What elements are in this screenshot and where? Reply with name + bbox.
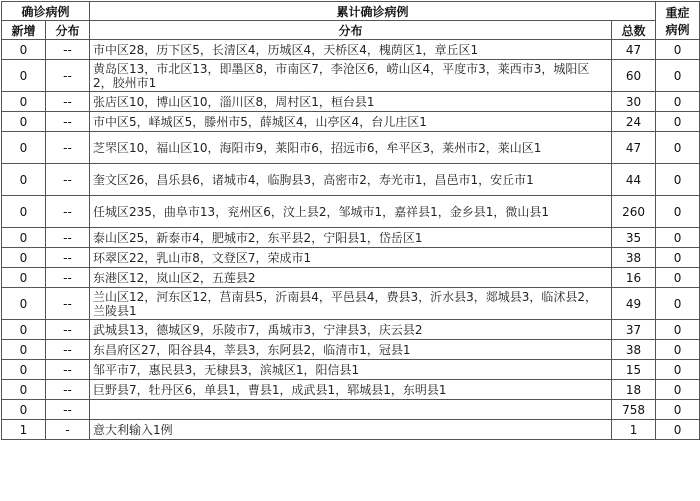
cell-distribution: 武城县13，德城区9，乐陵市7，禹城市3，宁津县3，庆云县2 <box>90 320 612 340</box>
cell-new: 0 <box>2 112 46 132</box>
table-row <box>2 340 700 360</box>
cell-distribution: 张店区10，博山区10，淄川区8，周村区1，桓台县1 <box>90 92 612 112</box>
cell-distribution-small: -- <box>46 320 90 340</box>
cell-distribution-small: -- <box>46 112 90 132</box>
table-row <box>2 320 700 340</box>
cell-total: 37 <box>612 320 656 340</box>
table-row <box>2 132 700 164</box>
cell-distribution-small: -- <box>46 132 90 164</box>
cell-severe: 0 <box>656 60 700 92</box>
cell-new: 0 <box>2 360 46 380</box>
cell-severe: 0 <box>656 228 700 248</box>
cell-distribution: 奎文区26，昌乐县6，诸城市4，临朐县3，高密市2，寿光市1，昌邑市1，安丘市1 <box>90 164 612 196</box>
cell-distribution-small: -- <box>46 60 90 92</box>
cell-total: 35 <box>612 228 656 248</box>
cell-distribution-small: -- <box>46 380 90 400</box>
cell-severe: 0 <box>656 360 700 380</box>
cell-total: 47 <box>612 40 656 60</box>
cell-new: 0 <box>2 268 46 288</box>
cell-new: 0 <box>2 132 46 164</box>
table-body <box>2 40 700 440</box>
cell-total: 24 <box>612 112 656 132</box>
cell-distribution-small: -- <box>46 248 90 268</box>
cell-severe: 0 <box>656 196 700 228</box>
cell-distribution: 东港区12，岚山区2，五莲县2 <box>90 268 612 288</box>
table-row <box>2 360 700 380</box>
cell-distribution-small: -- <box>46 400 90 420</box>
cell-total: 16 <box>612 268 656 288</box>
cell-distribution-small: -- <box>46 228 90 248</box>
table-row <box>2 380 700 400</box>
table-row <box>2 92 700 112</box>
cell-new: 0 <box>2 40 46 60</box>
cell-severe: 0 <box>656 320 700 340</box>
header-confirmed-group: 确诊病例 <box>2 2 90 21</box>
header-distribution-small: 分布 <box>46 21 90 40</box>
cell-distribution-small: -- <box>46 164 90 196</box>
header-severe-line2: 病例 <box>665 22 690 37</box>
cell-severe: 0 <box>656 40 700 60</box>
cell-total: 44 <box>612 164 656 196</box>
cell-distribution: 市中区28，历下区5，长清区4，历城区4，天桥区4，槐荫区1，章丘区1 <box>90 40 612 60</box>
cell-distribution: 黄岛区13，市北区13，即墨区8，市南区7，李沧区6，崂山区4，平度市3，莱西市3，城阳区2，胶州市1 <box>90 60 612 92</box>
cell-distribution-small: -- <box>46 196 90 228</box>
cell-distribution <box>90 400 612 420</box>
cell-distribution-small: -- <box>46 360 90 380</box>
table-row <box>2 196 700 228</box>
header-total: 总数 <box>612 21 656 40</box>
cell-distribution: 邹平市7，惠民县3，无棣县3，滨城区1，阳信县1 <box>90 360 612 380</box>
cell-severe: 0 <box>656 248 700 268</box>
table-row <box>2 268 700 288</box>
cell-distribution: 市中区5，峄城区5，滕州市5，薛城区4，山亭区4，台儿庄区1 <box>90 112 612 132</box>
table-row <box>2 60 700 92</box>
cell-total: 47 <box>612 132 656 164</box>
cell-severe: 0 <box>656 268 700 288</box>
cell-total: 60 <box>612 60 656 92</box>
cell-severe: 0 <box>656 288 700 320</box>
table-row <box>2 400 700 420</box>
cell-new: 0 <box>2 288 46 320</box>
cell-severe: 0 <box>656 420 700 440</box>
header-severe-line1: 重症 <box>665 5 690 20</box>
cell-total: 1 <box>612 420 656 440</box>
table-row <box>2 420 700 440</box>
cell-total: 18 <box>612 380 656 400</box>
cell-severe: 0 <box>656 112 700 132</box>
cell-new: 0 <box>2 340 46 360</box>
cell-new: 0 <box>2 320 46 340</box>
cell-distribution-small: - <box>46 420 90 440</box>
cell-severe: 0 <box>656 400 700 420</box>
cell-new: 0 <box>2 248 46 268</box>
cell-total: 38 <box>612 340 656 360</box>
cell-severe: 0 <box>656 92 700 112</box>
cell-distribution-small: -- <box>46 288 90 320</box>
table-row <box>2 248 700 268</box>
cell-severe: 0 <box>656 380 700 400</box>
cell-new: 0 <box>2 400 46 420</box>
cell-distribution: 泰山区25，新泰市4，肥城市2，东平县2，宁阳县1，岱岳区1 <box>90 228 612 248</box>
cell-distribution: 任城区235，曲阜市13，兖州区6，汶上县2，邹城市1，嘉祥县1，金乡县1，微山县1 <box>90 196 612 228</box>
cell-distribution: 意大利输入1例 <box>90 420 612 440</box>
cell-distribution-small: -- <box>46 340 90 360</box>
cell-distribution: 巨野县7，牡丹区6，单县1，曹县1，成武县1，郓城县1，东明县1 <box>90 380 612 400</box>
cell-distribution: 芝罘区10，福山区10，海阳市9，莱阳市6，招远市6，牟平区3，莱州市2，莱山区1 <box>90 132 612 164</box>
covid-case-table <box>1 1 700 440</box>
cell-new: 0 <box>2 60 46 92</box>
cell-distribution-small: -- <box>46 268 90 288</box>
cell-distribution: 东昌府区27，阳谷县4，莘县3，东阿县2，临清市1，冠县1 <box>90 340 612 360</box>
cell-total: 15 <box>612 360 656 380</box>
cell-severe: 0 <box>656 132 700 164</box>
cell-distribution-small: -- <box>46 92 90 112</box>
cell-distribution: 环翠区22，乳山市8，文登区7，荣成市1 <box>90 248 612 268</box>
cell-total: 758 <box>612 400 656 420</box>
header-cumulative-group: 累计确诊病例 <box>90 2 656 21</box>
table-row <box>2 112 700 132</box>
table-row <box>2 288 700 320</box>
cell-new: 0 <box>2 164 46 196</box>
cell-new: 0 <box>2 92 46 112</box>
cell-new: 0 <box>2 380 46 400</box>
cell-new: 0 <box>2 228 46 248</box>
table-row <box>2 164 700 196</box>
header-new: 新增 <box>2 21 46 40</box>
table-row <box>2 228 700 248</box>
cell-total: 30 <box>612 92 656 112</box>
header-distribution: 分布 <box>90 21 612 40</box>
cell-total: 49 <box>612 288 656 320</box>
cell-total: 260 <box>612 196 656 228</box>
cell-distribution: 兰山区12，河东区12，莒南县5，沂南县4，平邑县4，费县3，沂水县3，郯城县3，临沭县2，兰陵县1 <box>90 288 612 320</box>
header-severe-group <box>656 2 700 40</box>
cell-total: 38 <box>612 248 656 268</box>
cell-new: 1 <box>2 420 46 440</box>
cell-distribution-small: -- <box>46 40 90 60</box>
cell-severe: 0 <box>656 340 700 360</box>
table-row <box>2 40 700 60</box>
cell-severe: 0 <box>656 164 700 196</box>
cell-new: 0 <box>2 196 46 228</box>
